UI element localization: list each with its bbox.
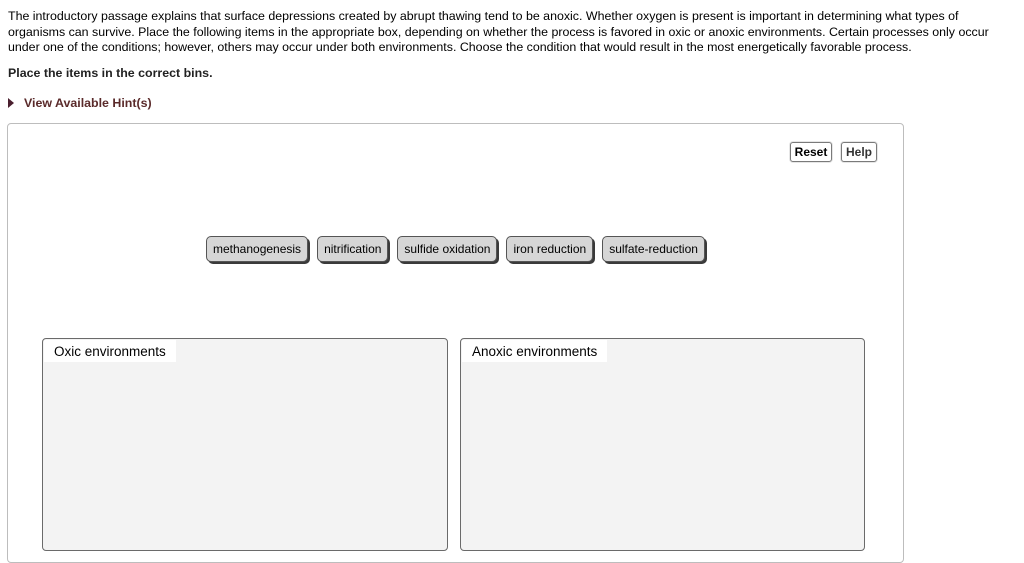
item-sulfate-reduction[interactable]: sulfate-reduction xyxy=(602,236,705,262)
view-hints-link[interactable] xyxy=(8,96,152,110)
oxic-bin[interactable] xyxy=(42,338,448,551)
item-sulfide-oxidation[interactable]: sulfide oxidation xyxy=(397,236,497,262)
oxic-bin-label: Oxic environments xyxy=(44,340,176,362)
help-button[interactable]: Help xyxy=(841,142,877,162)
item-tray xyxy=(206,236,714,262)
sorting-panel xyxy=(7,123,904,563)
item-methanogenesis[interactable]: methanogenesis xyxy=(206,236,308,262)
instruction-text: Place the items in the correct bins. xyxy=(8,66,213,80)
reset-button[interactable]: Reset xyxy=(790,142,832,162)
anoxic-bin-label: Anoxic environments xyxy=(462,340,607,362)
intro-passage: The introductory passage explains that surface depressions created by abrupt thawing tend to be anoxic. Whether oxygen is present is important in determining what types of organisms can survive. Place the following items in the appropriate box, depending on whether the process is favored in oxic or anoxic environments. Certain processes only occur under one of the conditions; however, others may occur under both environments. Choose the condition that would result in the most energetically favorable process. xyxy=(8,9,989,54)
item-iron-reduction[interactable]: iron reduction xyxy=(506,236,593,262)
item-nitrification[interactable]: nitrification xyxy=(317,236,388,262)
view-hints-label: View Available Hint(s) xyxy=(24,96,152,110)
triangle-right-icon xyxy=(8,98,14,108)
anoxic-bin[interactable] xyxy=(460,338,865,551)
